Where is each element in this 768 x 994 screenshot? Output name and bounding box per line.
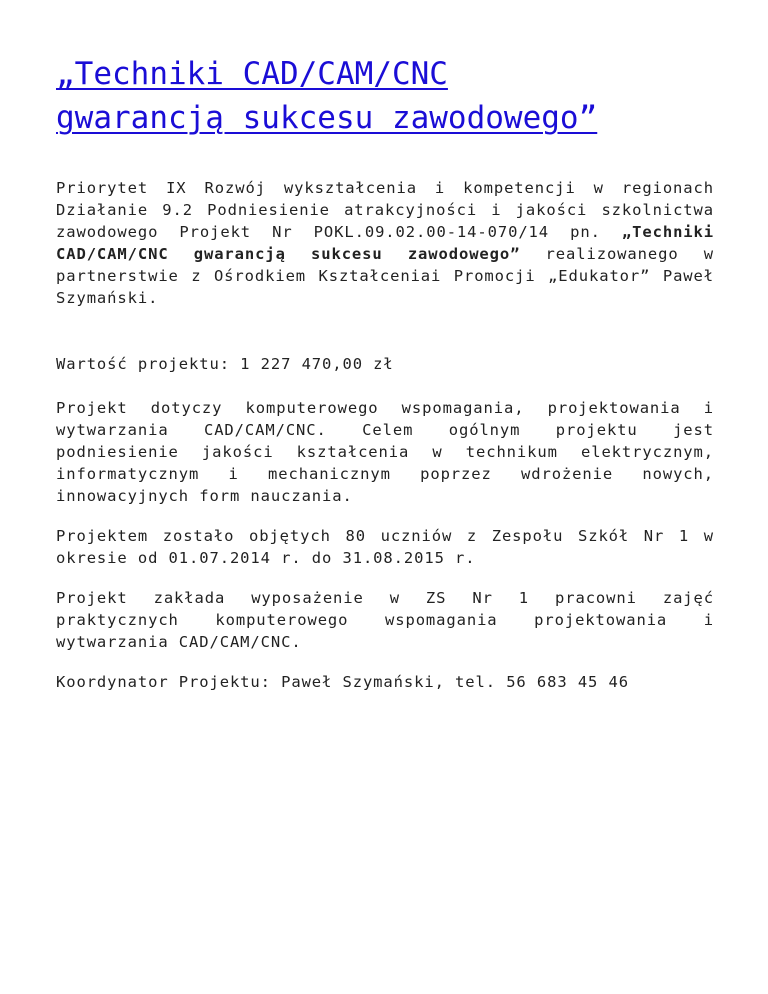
title-line-2: gwarancją sukcesu zawodowego” [56, 100, 598, 136]
project-description: Projekt dotyczy komputerowego wspomagania, projektowania i wytwarzania CAD/CAM/CNC. Celem ogólnym projektu jest podniesienie jakości kształcenia w technikum elektrycznym, informatycznym i mechanicznym poprzez wdrożenie nowych, innowacyjnych form nauczania. [56, 399, 714, 505]
page-title [56, 52, 714, 140]
intro-project-name: „Techniki CAD/CAM/CNC gwarancją sukcesu zawodowego” [56, 223, 714, 263]
project-equipment: Projekt zakłada wyposażenie w ZS Nr 1 pracowni zajęć praktycznych komputerowego wspomagania projektowania i wytwarzania CAD/CAM/CNC. [56, 589, 714, 651]
intro-text-end: realizowanego w partnerstwie z Ośrodkiem Kształceniai Promocji „Edukator” Paweł Szymański. [56, 245, 714, 307]
intro-paragraph [56, 177, 714, 309]
title-line-1: „Techniki CAD/CAM/CNC [56, 56, 448, 92]
intro-text-start: Priorytet IX Rozwój wykształcenia i kompetencji w regionach Działanie 9.2 Podniesienie atrakcyjności i jakości szkolnictwa zawodowego Projekt Nr POKL.09.02.00-14-070/14 pn. [56, 179, 714, 241]
document-page [56, 52, 714, 693]
project-value: Wartość projektu: 1 227 470,00 zł [56, 355, 394, 373]
project-students: Projektem zostało objętych 80 uczniów z Zespołu Szkół Nr 1 w okresie od 01.07.2014 r. do 31.08.2015 r. [56, 527, 714, 567]
title-link[interactable] [56, 56, 597, 136]
project-coordinator: Koordynator Projektu: Paweł Szymański, tel. 56 683 45 46 [56, 673, 629, 691]
